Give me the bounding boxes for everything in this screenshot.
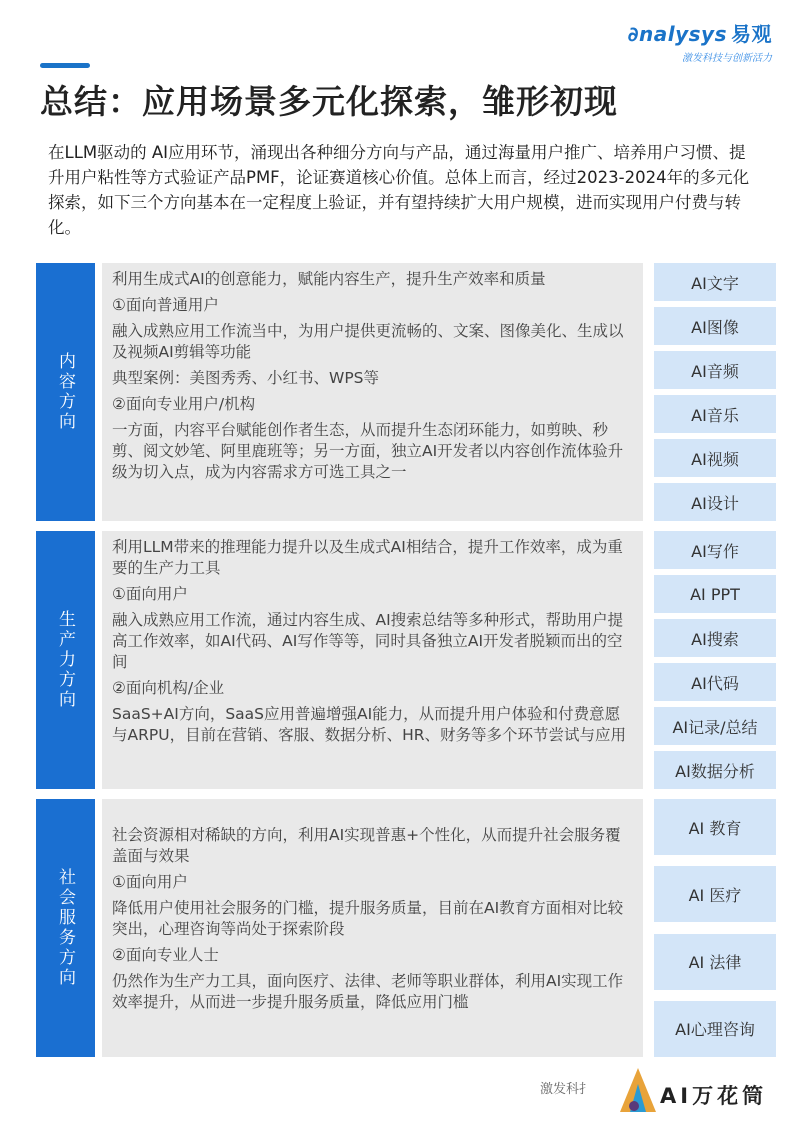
paragraph: 一方面，内容平台赋能创作者生态，从而提升生态闭环能力，如剪映、秒剪、阅文妙笔、阿里鹿班等；另一方面，独立AI开发者以内容创作流体验升级为切入点，成为内容需求方可选工具之一 [112, 421, 624, 481]
paragraph: ①面向普通用户 [112, 296, 219, 314]
section-description [102, 263, 643, 521]
paragraph: ②面向机构/企业 [112, 679, 225, 697]
footer-brand: AI万花筒 [660, 1084, 768, 1108]
section-label-box [36, 531, 95, 789]
paragraph: 典型案例：美图秀秀、小红书、WPS等 [112, 369, 380, 387]
tag: AI 教育 [654, 799, 776, 855]
section-productivity [36, 531, 776, 789]
section-label: 内容方向 [55, 352, 75, 432]
logo-wordmark [612, 18, 772, 47]
paragraph: 融入成熟应用工作流，通过内容生成、AI搜索总结等多种形式，帮助用户提高工作效率，如AI代码、AI写作等等，同时具备独立AI开发者脱颖而出的空间 [112, 611, 624, 671]
section-description [102, 799, 643, 1057]
footer-source-text: 激发科扌 [540, 1082, 593, 1097]
paragraph: ②面向专业人士 [112, 946, 219, 964]
analysys-logo [612, 18, 772, 64]
section-label-box [36, 263, 95, 521]
tag: AI记录/总结 [654, 707, 776, 745]
paragraph: 利用生成式AI的创意能力，赋能内容生产，提升生产效率和质量 [112, 270, 546, 288]
tag: AI音频 [654, 351, 776, 389]
section-label: 社会服务方向 [55, 868, 75, 988]
section-label-box [36, 799, 95, 1057]
tag: AI视频 [654, 439, 776, 477]
section-content [36, 263, 776, 521]
tag: AI PPT [654, 575, 776, 613]
logo-cn: 易观 [731, 22, 772, 46]
paragraph: SaaS+AI方向，SaaS应用普遍增强AI能力，从而提升用户体验和付费意愿与ARPU，目前在营销、客服、数据分析、HR、财务等多个环节尝试与应用 [112, 705, 626, 744]
intro-paragraph: 在LLM驱动的 AI应用环节，涌现出各种细分方向与产品，通过海量用户推广、培养用户习惯、提升用户粘性等方式验证产品PMF，论证赛道核心价值。总体上而言，经过2023-2024年的多元化探索，如下三个方向基本在一定程度上验证，并有望持续扩大用户规模，进而实现用户付费与转化。 [48, 143, 750, 237]
paragraph: ②面向专业用户/机构 [112, 395, 256, 413]
logo-tagline: 激发科技与创新活力 [682, 53, 772, 64]
paragraph: 社会资源相对稀缺的方向，利用AI实现普惠+个性化，从而提升社会服务覆盖面与效果 [112, 826, 621, 865]
paragraph: ①面向用户 [112, 873, 188, 891]
paragraph: 利用LLM带来的推理能力提升以及生成式AI相结合，提升工作效率，成为重要的生产力工具 [112, 538, 623, 577]
tag: AI音乐 [654, 395, 776, 433]
paragraph: 降低用户使用社会服务的门槛，提升服务质量，目前在AI教育方面相对比较突出，心理咨询等尚处于探索阶段 [112, 899, 624, 938]
tag-list [654, 799, 776, 1057]
page-title: 总结：应用场景多元化探索，雏形初现 [40, 82, 618, 121]
tag: AI 法律 [654, 934, 776, 990]
section-social-services [36, 799, 776, 1057]
tag: AI数据分析 [654, 751, 776, 789]
tag: AI 医疗 [654, 866, 776, 922]
tag: AI代码 [654, 663, 776, 701]
paragraph: ①面向用户 [112, 585, 188, 603]
title-accent-bar [40, 63, 90, 68]
paragraph: 融入成熟应用工作流当中，为用户提供更流畅的、文案、图像美化、生成以及视频AI剪辑等功能 [112, 322, 624, 361]
tag: AI图像 [654, 307, 776, 345]
tag: AI心理咨询 [654, 1001, 776, 1057]
paragraph: 仍然作为生产力工具，面向医疗、法律、老师等职业群体，利用AI实现工作效率提升，从而进一步提升服务质量，降低应用门槛 [112, 972, 624, 1011]
section-description [102, 531, 643, 789]
tag-list [654, 263, 776, 521]
tag: AI文字 [654, 263, 776, 301]
logo-a-mark: ∂ [627, 22, 640, 46]
tag: AI写作 [654, 531, 776, 569]
tag-list [654, 531, 776, 789]
logo-brand: nalysys [639, 22, 727, 46]
tag: AI设计 [654, 483, 776, 521]
section-label: 生产力方向 [55, 610, 75, 710]
tag: AI搜索 [654, 619, 776, 657]
